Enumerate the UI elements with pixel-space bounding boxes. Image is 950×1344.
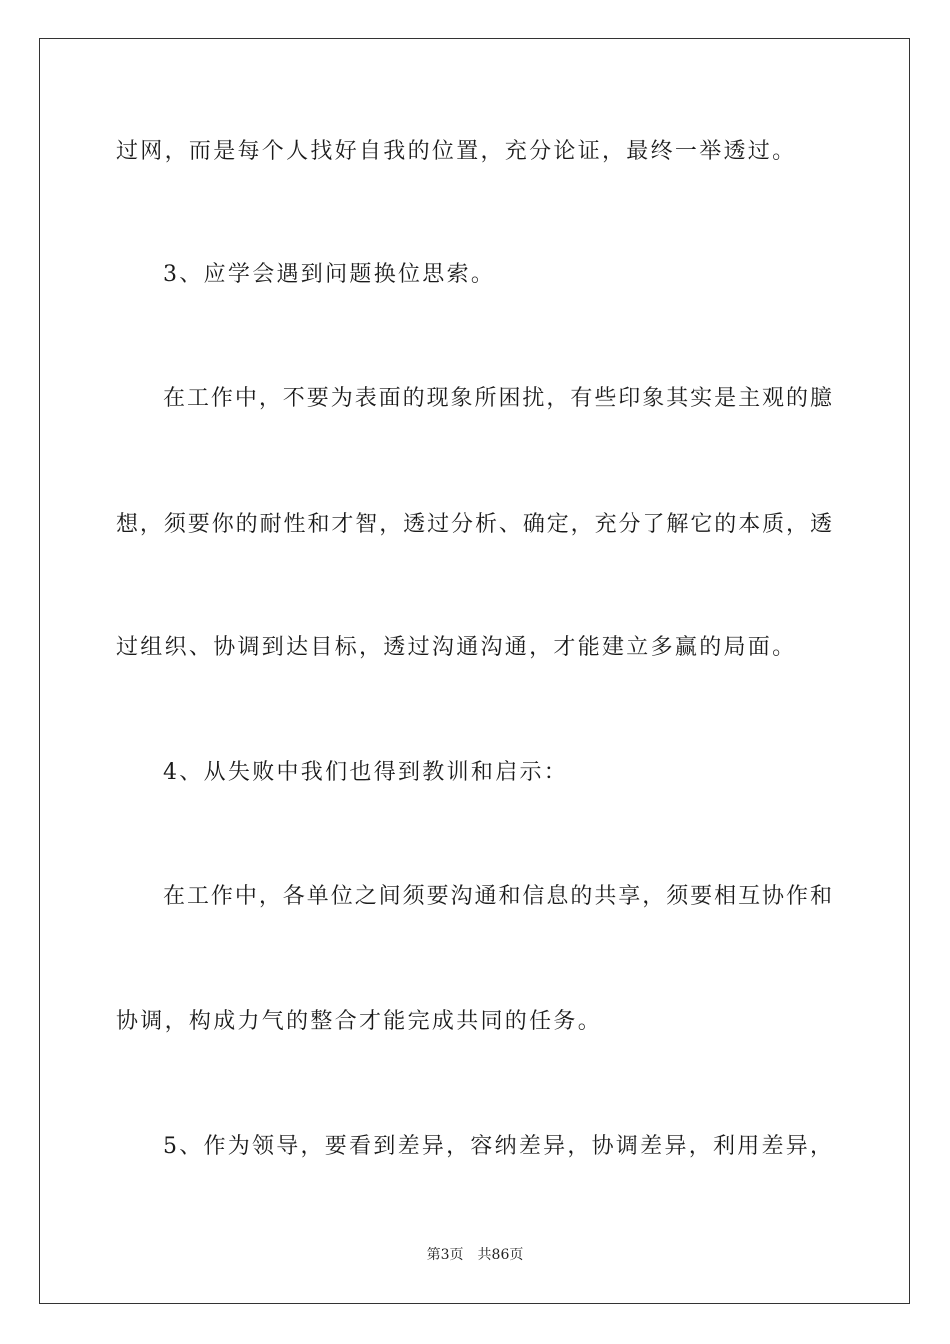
paragraph-line-8: 协调，构成力气的整合才能完成共同的任务。	[116, 1009, 603, 1034]
list-item-5-line: 5、作为领导，要看到差异，容纳差异，协调差异，利用差异，	[163, 1134, 832, 1159]
paragraph-line-1: 过网，而是每个人找好自我的位置，充分论证，最终一举透过。	[116, 139, 797, 164]
paragraph-line-4: 想，须要你的耐性和才智，透过分析、确定，充分了解它的本质，透	[116, 512, 832, 537]
list-item-4-heading: 4、从失败中我们也得到教训和启示：	[163, 760, 569, 785]
page-number: 第3页	[426, 1247, 464, 1263]
paragraph-line-5: 过组织、协调到达目标，透过沟通沟通，才能建立多赢的局面。	[116, 635, 797, 660]
page-footer	[0, 1244, 950, 1264]
paragraph-line-3: 在工作中，不要为表面的现象所困扰，有些印象其实是主观的臆	[163, 386, 832, 411]
paragraph-line-7: 在工作中，各单位之间须要沟通和信息的共享，须要相互协作和	[163, 884, 832, 909]
total-pages: 共86页	[477, 1247, 524, 1263]
page-border	[39, 38, 910, 1304]
list-item-3-heading: 3、应学会遇到问题换位思索。	[163, 262, 496, 287]
